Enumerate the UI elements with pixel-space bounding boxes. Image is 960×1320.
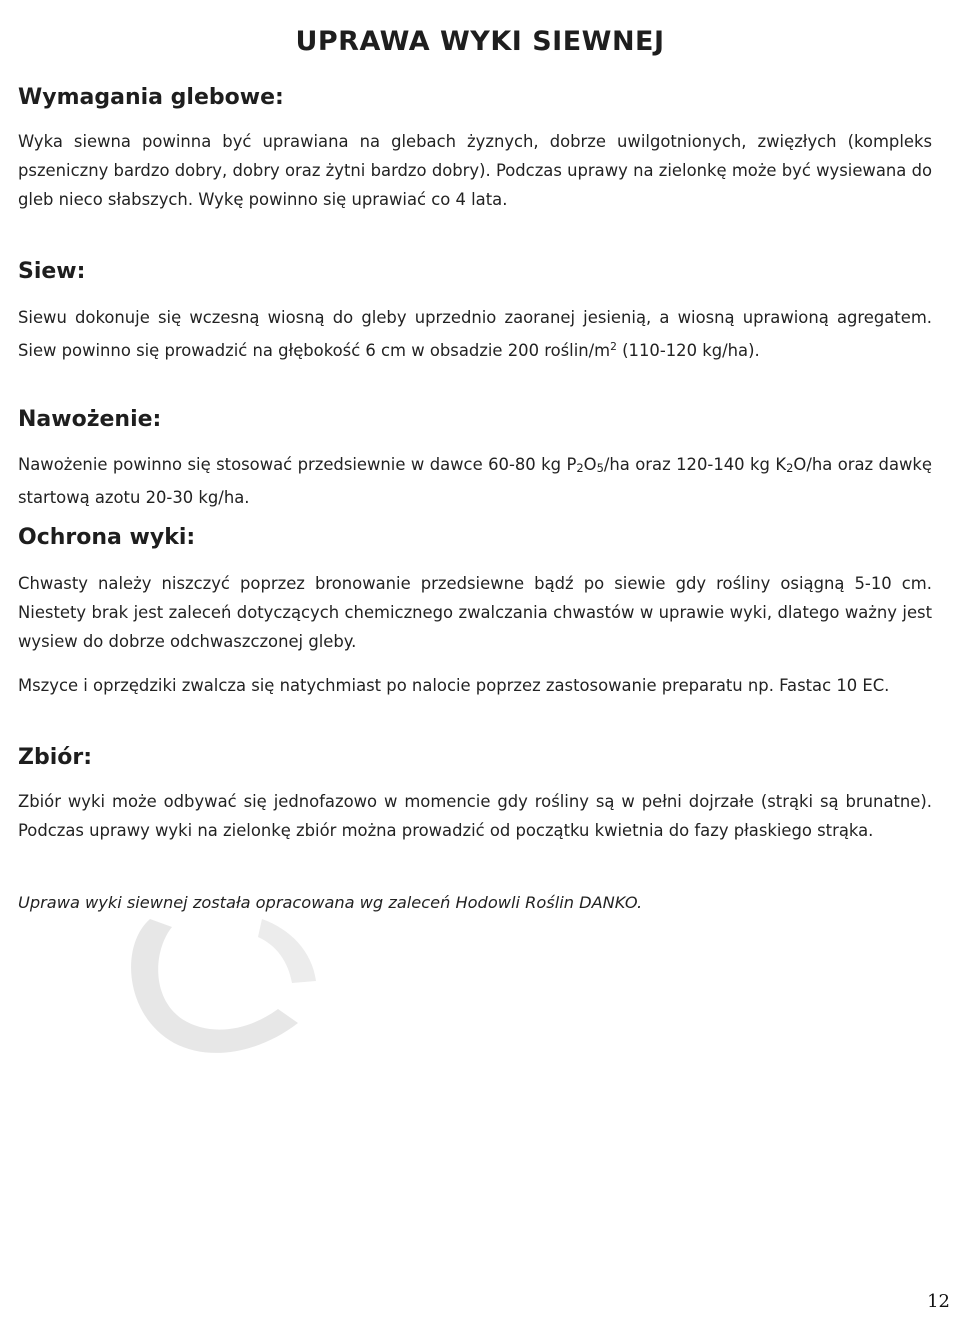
paragraph-sowing: Siewu dokonuje się wczesną wiosną do gleby uprzednio zaoranej jesienią, a wiosną uprawioną agregatem. Siew powinno się prowadzić na głębokość 6 cm w obsadzie 200 roślin/$m^2$ (110-120 kg/ha).: [18, 308, 932, 360]
document-title: [0, 26, 960, 57]
document-title-text: UPRAWA WYKI SIEWNEJ: [295, 26, 665, 57]
paragraph-fertilization: Nawożenie powinno się stosować przedsiewnie w dawce 60-80 kg $P_2O_5/ha$ oraz 120-140 kg $K_2O/ha$ oraz dawkę startową azotu 20-30 kg/ha.: [18, 455, 932, 507]
heading-fertilization: Nawożenie:: [18, 407, 162, 432]
paragraph-pest-control: Mszyce i oprzędziki zwalcza się natychmiast po nalocie poprzez zastosowanie preparatu np. Fastac 10 EC.: [18, 676, 890, 695]
paragraph-weed-control: Chwasty należy niszczyć poprzez bronowanie przedsiewne bądź po siewie gdy rośliny osiągną 5-10 cm. Niestety brak jest zaleceń dotyczących chemicznego zwalczania chwastów w uprawie wyki, dlatego ważny jest wysiew do dobrze odchwaszczonej gleby.: [18, 574, 932, 651]
heading-harvest: Zbiór:: [18, 745, 93, 770]
paragraph-harvest: Zbiór wyki może odbywać się jednofazowo w momencie gdy rośliny są w pełni dojrzałe (strąki są brunatne). Podczas uprawy wyki na zielonkę zbiór można prowadzić od początku kwietnia do fazy płaskiego strąka.: [18, 792, 932, 840]
heading-crop-protection: Ochrona wyki:: [18, 525, 196, 550]
footer-note: Uprawa wyki siewnej została opracowana wg zaleceń Hodowli Roślin DANKO.: [18, 893, 643, 912]
page-number: 12: [927, 1291, 950, 1312]
heading-sowing: Siew:: [18, 259, 86, 284]
paragraph-soil-requirements: Wyka siewna powinna być uprawiana na glebach żyznych, dobrze uwilgotnionych, zwięzłych (kompleks pszeniczny bardzo dobry, dobry oraz żytni bardzo dobry). Podczas uprawy na zielonkę może być wysiewana do gleb nieco słabszych. Wykę powinno się uprawiać co 4 lata.: [18, 132, 932, 209]
heading-soil-requirements: Wymagania glebowe:: [18, 85, 284, 110]
watermark-logo: [112, 905, 342, 1065]
